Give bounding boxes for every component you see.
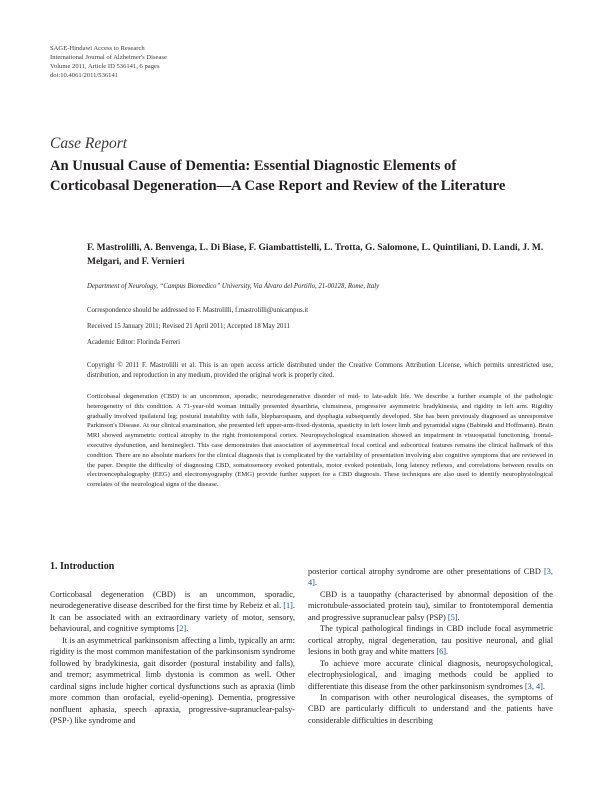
text: . bbox=[446, 647, 449, 657]
article-title: An Unusual Cause of Dementia: Essential Diagnostic Elements of Corticobasal Degeneration—A Case Report and Review of the Literature bbox=[50, 158, 506, 194]
text: . bbox=[542, 681, 545, 691]
paragraph bbox=[308, 566, 553, 589]
article-type: Case Report bbox=[50, 135, 128, 152]
article-dates: Received 15 January 2011; Revised 21 April 2011; Accepted 18 May 2011 bbox=[87, 323, 290, 330]
right-column bbox=[308, 566, 553, 726]
citation-link[interactable]: [3, 4] bbox=[524, 681, 543, 691]
text: . It can be associated with an extraordinary variety of motor, sensory, behavioural, and cognitive symptoms bbox=[50, 601, 295, 634]
journal-header-line: Volume 2011, Article ID 536141, 6 pages bbox=[50, 63, 160, 70]
journal-header-line: doi:10.4061/2011/536141 bbox=[50, 72, 119, 79]
affiliation: Department of Neurology, “Campus Biomedico” University, Via Álvaro del Portillo, 21-00128, Rome, Italy bbox=[87, 283, 380, 290]
authors: F. Mastrolilli, A. Benvenga, L. Di Biase, F. Giambattistelli, L. Trotta, G. Salomone, L. Quintiliani, D. Landi, J. M. Melgari, and F. Vernieri bbox=[87, 243, 544, 267]
journal-header bbox=[50, 44, 167, 80]
citation-link[interactable]: [2] bbox=[176, 624, 187, 634]
paragraph: In comparison with other neurological diseases, the symptoms of CBD are particularly difficult to understand and the patients have considerable difficulties in describing bbox=[308, 692, 553, 725]
paragraph bbox=[308, 658, 553, 692]
academic-editor: Academic Editor: Florinda Ferreri bbox=[87, 339, 181, 346]
text: CBD is a tauopathy (characterised by abnormal deposition of the microtubule-associated protein tau), similar to frontotemporal dementia and progressive supranuclear palsy (PSP) bbox=[308, 589, 553, 622]
citation-link[interactable]: [1] bbox=[283, 601, 293, 611]
citation-link[interactable]: [3, 4] bbox=[308, 567, 553, 588]
paragraph bbox=[308, 589, 553, 623]
text: Corticobasal degeneration (CBD) is an uncommon, sporadic, neurodegenerative disease described for the first time by Rebeiz et al. bbox=[50, 590, 295, 611]
correspondence: Correspondence should be addressed to F. Mastrolilli, f.mastrolilli@unicampus.it bbox=[87, 307, 309, 314]
journal-header-line: International Journal of Alzheimer's Disease bbox=[50, 54, 167, 61]
text: . bbox=[314, 578, 317, 588]
journal-header-line: SAGE-Hindawi Access to Research bbox=[50, 45, 145, 52]
text: posterior cortical atrophy syndrome are other presentations of CBD bbox=[308, 567, 544, 576]
text: To achieve more accurate clinical diagnosis, neuropsychological, electrophysiological, and imaging methods could be applied to differentiate this disease from the other parkinsonism syndromes bbox=[308, 658, 553, 691]
paragraph: It is an asymmetrical parkinsonism affecting a limb, typically an arm: rigidity is the most common manifestation of the parkinsonism syndrome followed by bradykinesia, gait disorder (postural instability and falls), and tremor; asymmetrical limb dystonia is common as well. Other cardinal signs include higher cortical dysfunctions such as apraxia (limb more common than orofacial, eyelid-opening). Dementia, progressive nonfluent aphasia, speech apraxia, progressive-supranuclear-palsy- (PSP-) like syndrome and bbox=[50, 635, 295, 725]
copyright-notice: Copyright © 2011 F. Mastrolilli et al. This is an open access article distributed under the Creative Commons Attribution License, which permits unrestricted use, distribution, and reproduction in any medium, provided the original work is properly cited. bbox=[87, 362, 553, 380]
left-column bbox=[50, 561, 295, 726]
paragraph bbox=[50, 589, 295, 635]
section-heading: 1. Introduction bbox=[50, 561, 115, 572]
citation-link[interactable]: [6] bbox=[436, 647, 447, 657]
paragraph bbox=[308, 623, 553, 657]
abstract: Corticobasal degeneration (CBD) is an uncommon, sporadic, neurodegenerative disorder of mid- to late-adult life. We describe a further example of the pathologic heterogeneity of this condition. A 71-year-old woman initially presented dysarthria, clumsiness, progressive asymmetric bradykinesia, and rigidity in left arm. Rigidity gradually involved ipsilateral leg; postural instability with falls, blepharospasm, and dysphagia subsequently developed. She has been previously diagnosed as unresponsive Parkinson's Disease. At our clinical examination, she presented left upper-arm-fixed-dystonia, spasticity in left lower limb and pyramidal signs (Babinski and Hoffmann). Brain MRI showed asymmetric cortical atrophy in the right frontotemporal cortex. Neuropsychological examination showed an impairment in visuospatial functioning, frontal-executive dysfunction, and hemineglect. This case demonstrates that association of asymmetrical focal cortical and subcortical features remains the clinical hallmark of this condition. There are no absolute markers for the clinical diagnosis that is complicated by the variability of presentation involving also cognitive symptoms that are reviewed in the paper. Despite the difficulty of diagnosing CBD, somatosensory evoked potentials, motor evoked potentials, long latency reflexes, and correlations between results on electroencephalography (EEG) and electromyography (EMG) provide further support for a CBD diagnosis. These techniques are also used to identify neurophysiological correlates of the neurological signs of the disease. bbox=[87, 393, 553, 489]
text: . bbox=[186, 624, 189, 634]
citation-link[interactable]: [5] bbox=[447, 612, 458, 622]
text: . bbox=[457, 612, 460, 622]
text: The typical pathological findings in CBD include focal asymmetric cortical atrophy, nigral degeneration, tau positive neuronal, and glial lesions in both gray and white matters bbox=[308, 624, 553, 657]
